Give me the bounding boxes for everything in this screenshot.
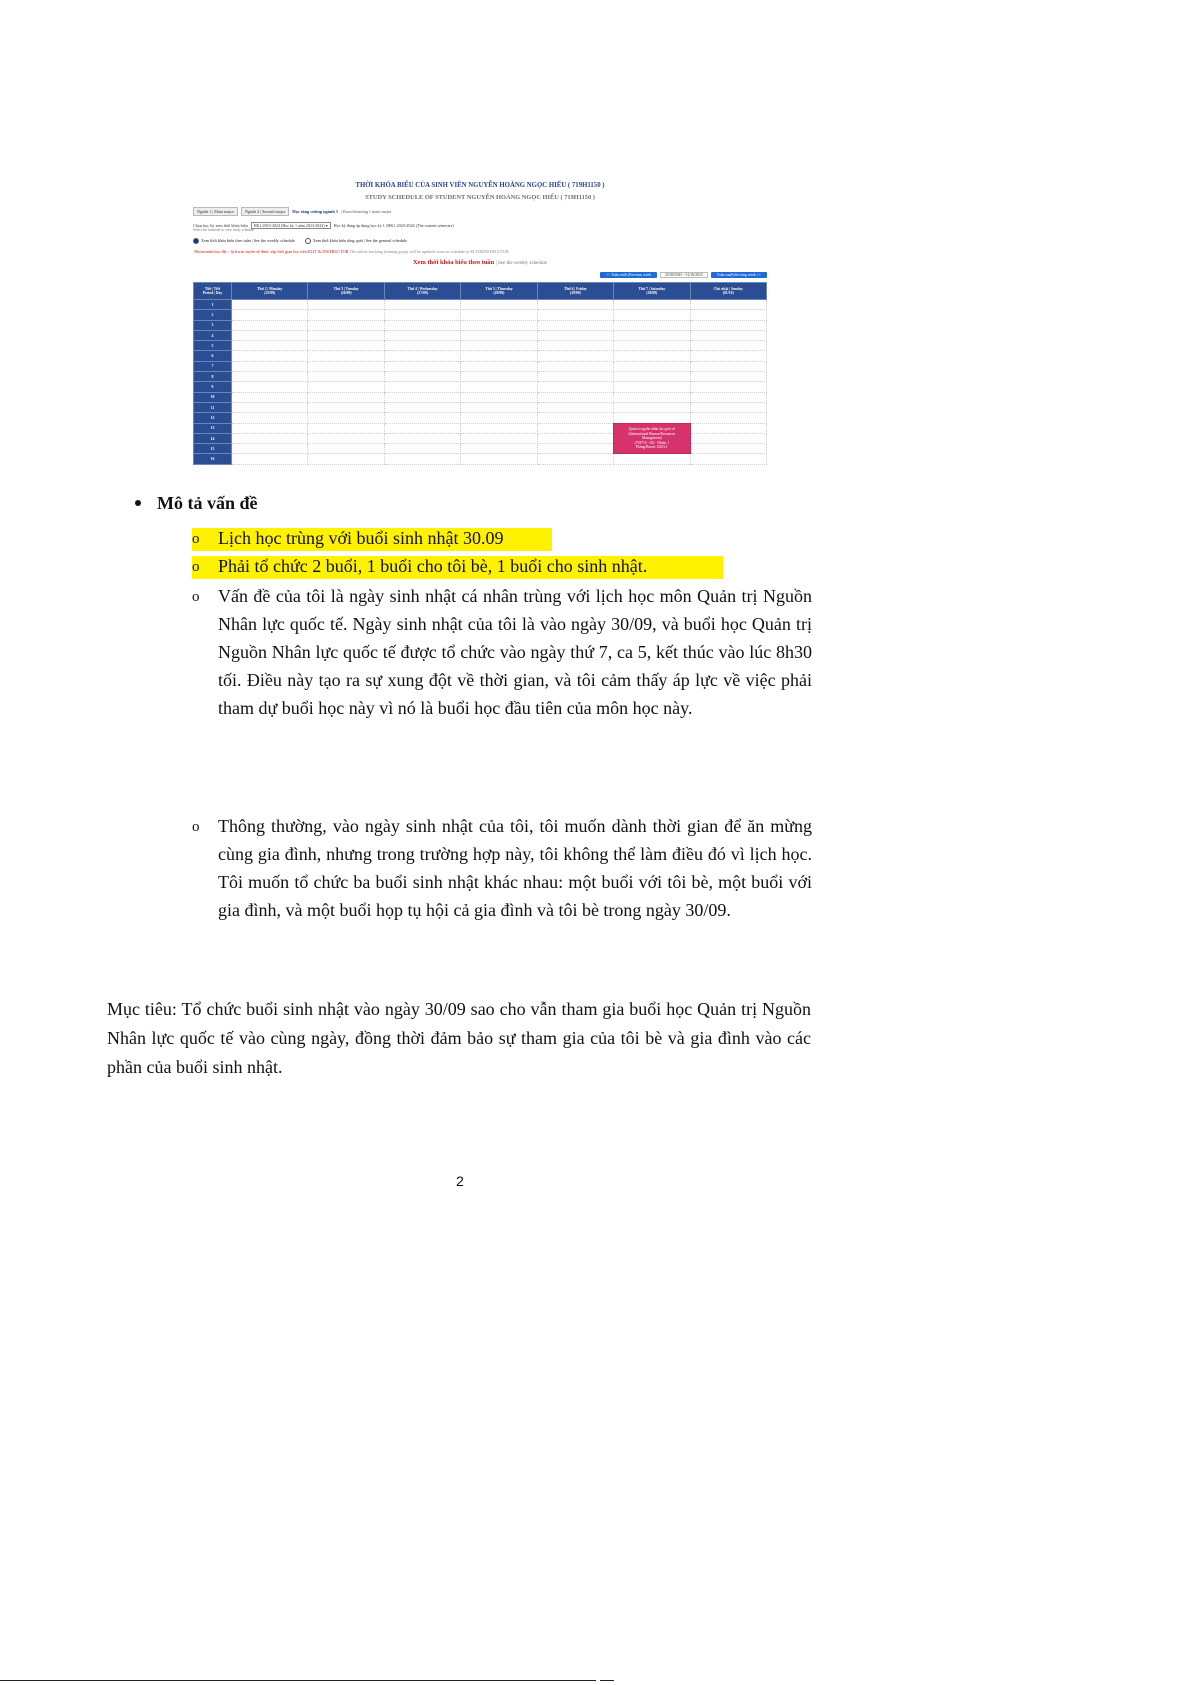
schedule-cell	[232, 351, 308, 361]
semester-note: Học kỳ đang áp dụng học kỳ 1 (HK1 2023-2024 (The current semester)	[333, 223, 454, 228]
period-cell: 7	[194, 361, 232, 371]
schedule-cell	[384, 413, 460, 423]
schedule-cell	[614, 382, 690, 392]
schedule-cell	[614, 372, 690, 382]
schedule-cell	[690, 454, 766, 464]
schedule-cell	[537, 382, 613, 392]
class-event-cell[interactable]: Quản trị nguồn nhân lực quốc tế (International Human Resources Management) (703713 - 03) - Nhóm 1 Phòng/Room: D203.1	[614, 423, 690, 454]
schedule-cell	[308, 413, 384, 423]
radio-general[interactable]: Xem thời khóa biểu tổng quát | See the general schedule	[305, 238, 407, 244]
schedule-cell	[308, 454, 384, 464]
schedule-cell	[614, 402, 690, 412]
schedule-cell	[537, 402, 613, 412]
schedule-row	[194, 382, 767, 392]
schedule-cell	[690, 300, 766, 310]
schedule-screenshot	[193, 176, 767, 476]
schedule-cell	[614, 341, 690, 351]
schedule-cell	[461, 392, 537, 402]
schedule-cell	[461, 433, 537, 443]
schedule-cell	[461, 402, 537, 412]
schedule-cell	[308, 320, 384, 330]
schedule-cell	[384, 454, 460, 464]
semester-select[interactable]: HK1/2023-2024 (Học kỳ 1 năm 2023-2024) ▾	[251, 222, 331, 229]
schedule-cell	[232, 402, 308, 412]
schedule-title-en: STUDY SCHEDULE OF STUDENT NGUYỄN HOÀNG NGỌC HIẾU ( 719H1150 )	[365, 194, 595, 201]
schedule-cell	[384, 433, 460, 443]
schedule-cell	[308, 372, 384, 382]
period-cell: 10	[194, 392, 232, 402]
list-item-problem	[192, 582, 812, 752]
schedule-cell	[537, 361, 613, 371]
schedule-cell	[461, 300, 537, 310]
radio-empty-icon	[305, 238, 311, 244]
schedule-cell	[537, 454, 613, 464]
schedule-cell	[461, 351, 537, 361]
previous-week-button[interactable]: << Tuần trước|Previous week	[600, 272, 657, 278]
list-item-highlight-2	[192, 552, 812, 580]
schedule-row	[194, 454, 767, 464]
period-cell: 13	[194, 423, 232, 433]
section-heading: Mô tả vấn đề	[135, 493, 258, 514]
schedule-cell	[537, 310, 613, 320]
day-header: Thứ 5 | Thursday (28/09)	[461, 283, 537, 300]
schedule-cell	[232, 330, 308, 340]
schedule-cell	[537, 330, 613, 340]
schedule-cell	[308, 423, 384, 433]
period-day-header: Tiết | Tiết Period | Day	[194, 283, 232, 300]
schedule-cell	[232, 423, 308, 433]
schedule-cell	[614, 320, 690, 330]
list-item-text: Vấn đề của tôi là ngày sinh nhật cá nhân trùng với lịch học môn Quản trị Nguồn Nhân lực quốc tế. Ngày sinh nhật của tôi là vào ngày 30/09, và buổi học Quản trị Nguồn Nhân lực quốc tế được tổ chức vào ngày thứ 7, ca 5, kết thúc vào lúc 8h30 tối. Điều này tạo ra sự xung đột về thời gian, và tôi cảm thấy áp lực về việc phải tham dự buổi học này vì nó là buổi học đầu tiên của môn học này.	[218, 586, 812, 718]
period-cell: 3	[194, 320, 232, 330]
schedule-cell	[461, 444, 537, 454]
schedule-cell	[232, 413, 308, 423]
schedule-cell	[308, 361, 384, 371]
list-item-text: Lịch học trùng với buổi sinh nhật 30.09	[218, 528, 504, 548]
circle-bullet-icon: o	[192, 819, 200, 835]
schedule-cell	[384, 444, 460, 454]
schedule-cell	[690, 423, 766, 433]
period-cell: 1	[194, 300, 232, 310]
schedule-cell	[690, 320, 766, 330]
period-cell: 12	[194, 413, 232, 423]
schedule-row	[194, 341, 767, 351]
schedule-cell	[614, 392, 690, 402]
schedule-cell	[308, 300, 384, 310]
schedule-title-vi: THỜI KHÓA BIỂU CỦA SINH VIÊN NGUYỄN HOÀNG NGỌC HIẾU ( 719H1150 )	[355, 182, 605, 189]
schedule-cell	[232, 444, 308, 454]
schedule-cell	[308, 382, 384, 392]
day-header: Thứ 6 | Friday (29/09)	[537, 283, 613, 300]
schedule-cell	[308, 444, 384, 454]
week-navigation	[600, 272, 767, 278]
schedule-cell	[308, 351, 384, 361]
tab-main-major[interactable]: Ngành 1 | Main major	[193, 207, 238, 216]
schedule-cell	[384, 310, 460, 320]
schedule-cell	[614, 361, 690, 371]
schedule-row	[194, 423, 767, 433]
circle-bullet-icon: o	[192, 589, 200, 605]
schedule-cell	[384, 423, 460, 433]
schedule-cell	[614, 454, 690, 464]
schedule-cell	[537, 444, 613, 454]
period-cell: 4	[194, 330, 232, 340]
schedule-cell	[690, 351, 766, 361]
schedule-cell	[690, 402, 766, 412]
period-cell: 8	[194, 372, 232, 382]
schedule-cell	[537, 423, 613, 433]
schedule-cell	[384, 361, 460, 371]
page-number: 2	[456, 1173, 464, 1189]
schedule-cell	[232, 341, 308, 351]
schedule-cell	[614, 330, 690, 340]
schedule-cell	[384, 330, 460, 340]
schedule-cell	[232, 372, 308, 382]
schedule-cell	[232, 300, 308, 310]
next-week-button[interactable]: Tuần sau|Following week >>	[711, 272, 767, 278]
schedule-cell	[614, 300, 690, 310]
schedule-cell	[537, 413, 613, 423]
schedule-cell	[308, 330, 384, 340]
schedule-cell	[690, 444, 766, 454]
schedule-cell	[461, 320, 537, 330]
schedule-cell	[614, 351, 690, 361]
schedule-cell	[690, 392, 766, 402]
schedule-cell	[461, 423, 537, 433]
schedule-cell	[537, 300, 613, 310]
schedule-cell	[690, 433, 766, 443]
period-cell: 5	[194, 341, 232, 351]
schedule-cell	[690, 361, 766, 371]
schedule-cell	[690, 341, 766, 351]
schedule-row	[194, 320, 767, 330]
radio-selected-icon	[193, 238, 199, 244]
list-item-wish	[192, 812, 812, 957]
day-header: Thứ 7 | Saturday (30/09)	[614, 283, 690, 300]
schedule-cell	[461, 454, 537, 464]
schedule-cell	[384, 382, 460, 392]
schedule-cell	[461, 361, 537, 371]
schedule-cell	[384, 402, 460, 412]
period-cell: 15	[194, 444, 232, 454]
semester-label: Chọn học kỳ xem thời khóa biểu	[193, 223, 248, 228]
semester-selector-row	[193, 222, 454, 232]
schedule-cell	[461, 310, 537, 320]
footer-divider	[0, 1680, 596, 1681]
radio-weekly[interactable]: Xem thời khóa biểu theo tuần | See the weekly schedule	[193, 238, 295, 244]
schedule-row	[194, 330, 767, 340]
day-header: Chủ nhật | Sunday (01/10)	[690, 283, 766, 300]
tab-boost-learning-note: | Boost-learning 1 main major	[341, 209, 392, 214]
schedule-cell	[308, 310, 384, 320]
schedule-cell	[384, 320, 460, 330]
schedule-row	[194, 300, 767, 310]
schedule-row	[194, 361, 767, 371]
bullet-dot-icon	[135, 500, 141, 506]
weekly-schedule-table	[193, 282, 767, 465]
footer-divider-short	[600, 1680, 614, 1681]
schedule-cell	[537, 372, 613, 382]
schedule-cell	[461, 341, 537, 351]
schedule-cell	[232, 320, 308, 330]
schedule-cell	[461, 413, 537, 423]
schedule-cell	[384, 392, 460, 402]
schedule-cell	[537, 351, 613, 361]
schedule-row	[194, 310, 767, 320]
schedule-cell	[308, 341, 384, 351]
schedule-row	[194, 392, 767, 402]
period-cell: 16	[194, 454, 232, 464]
schedule-cell	[537, 392, 613, 402]
schedule-cell	[614, 310, 690, 320]
view-mode-radios	[193, 238, 407, 244]
schedule-cell	[690, 310, 766, 320]
schedule-cell	[232, 361, 308, 371]
schedule-cell	[308, 392, 384, 402]
period-cell: 9	[194, 382, 232, 392]
schedule-cell	[614, 413, 690, 423]
schedule-cell	[537, 320, 613, 330]
period-cell: 2	[194, 310, 232, 320]
schedule-cell	[690, 372, 766, 382]
schedule-cell	[461, 382, 537, 392]
schedule-cell	[232, 454, 308, 464]
schedule-row	[194, 413, 767, 423]
day-header: Thứ 3 | Tuesday (26/09)	[308, 283, 384, 300]
list-item-highlight-1	[192, 524, 812, 552]
schedule-row	[194, 351, 767, 361]
schedule-cell	[384, 351, 460, 361]
schedule-cell	[384, 300, 460, 310]
week-range[interactable]: 25/09/2023 - 01/10/2023	[660, 272, 708, 278]
schedule-cell	[537, 341, 613, 351]
schedule-row	[194, 402, 767, 412]
schedule-cell	[384, 341, 460, 351]
schedule-cell	[537, 433, 613, 443]
tab-second-major[interactable]: Ngành 2 | Second major	[241, 207, 289, 216]
day-header: Thứ 4 | Wednesday (27/09)	[384, 283, 460, 300]
schedule-cell	[232, 382, 308, 392]
tab-boost-learning[interactable]: Học tăng cường ngành 1	[292, 209, 339, 214]
goal-paragraph: Mục tiêu: Tổ chức buổi sinh nhật vào ngày 30/09 sao cho vẫn tham gia buổi học Quản trị Nguồn Nhân lực quốc tế vào cùng ngày, đồng thời đảm bảo sự tham gia của tôi bè và gia đình vào các phần của buổi sinh nhật.	[107, 999, 811, 1077]
major-tabs	[193, 207, 391, 216]
schedule-cell	[232, 392, 308, 402]
period-cell: 11	[194, 402, 232, 412]
schedule-cell	[308, 402, 384, 412]
schedule-cell	[384, 372, 460, 382]
period-cell: 6	[194, 351, 232, 361]
list-item-text: Phải tổ chức 2 buổi, 1 buổi cho tôi bè, 1 buổi cho sinh nhật.	[218, 556, 648, 576]
semester-sublabel: Select the semester to view study schedule	[193, 228, 255, 232]
schedule-cell	[232, 310, 308, 320]
schedule-cell	[690, 413, 766, 423]
schedule-cell	[461, 372, 537, 382]
circle-bullet-icon: o	[192, 531, 200, 547]
schedule-cell	[232, 433, 308, 443]
weekly-heading: Xem thời khóa biểu theo tuần | See the weekly schedule	[413, 259, 547, 266]
period-cell: 14	[194, 433, 232, 443]
schedule-cell	[690, 330, 766, 340]
day-header: Thứ 2 | Monday (25/09)	[232, 283, 308, 300]
circle-bullet-icon: o	[192, 559, 200, 575]
schedule-cell	[308, 433, 384, 443]
schedule-row	[194, 372, 767, 382]
schedule-cell	[461, 330, 537, 340]
online-note: -Nhóm môn học đặc - lịch trực tuyến sẽ được xếp thời gian học trên ELIT & INSTRUCTOR The online teaching learning group will be updated soon on schedule in ELIT&INSTRUCTOR	[193, 249, 509, 254]
schedule-cell	[690, 382, 766, 392]
list-item-text: Thông thường, vào ngày sinh nhật của tôi, tôi muốn dành thời gian để ăn mừng cùng gia đình, nhưng trong trường hợp này, tôi không thể làm điều đó vì lịch học. Tôi muốn tổ chức ba buổi sinh nhật khác nhau: một buổi với tôi bè, một buổi với gia đình, và một buổi họp tụ hội cả gia đình và tôi bè trong ngày 30/09.	[218, 816, 812, 920]
